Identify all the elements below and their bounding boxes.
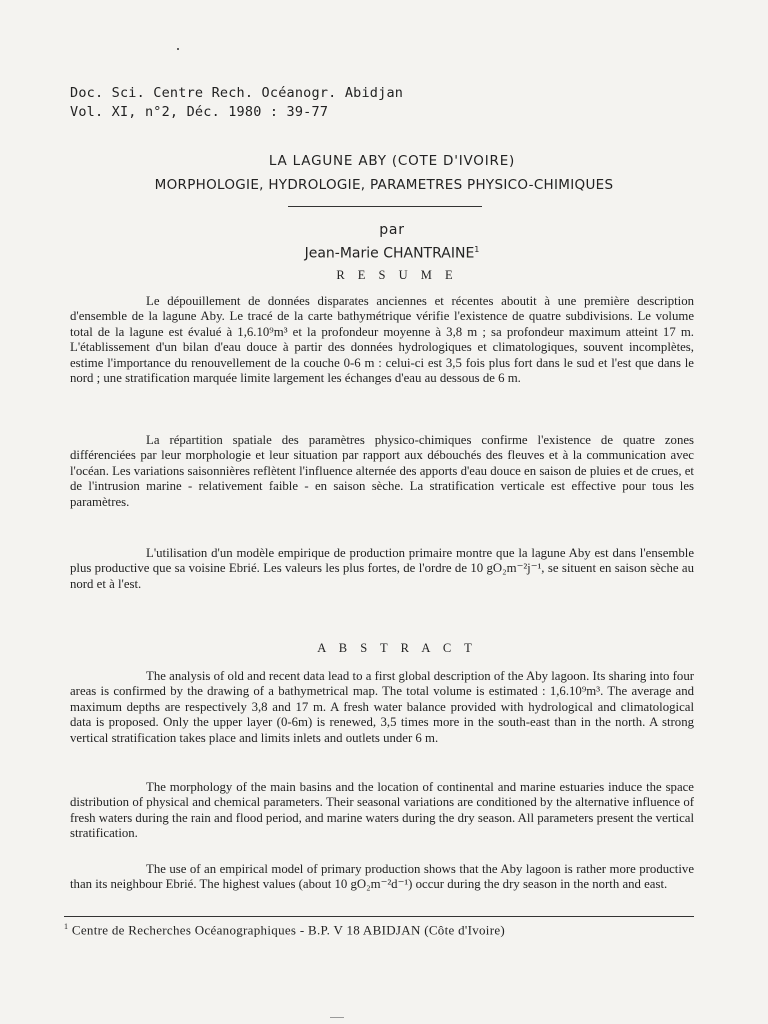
title-rule	[288, 206, 482, 207]
resume-paragraph-1-text: Le dépouillement de données disparates anciennes et récentes aboutit à une première description d'ensemble de la lagune Aby. Le tracé de la carte bathymétrique vérifie l'existence de quatre subdivisions. Le volume total de la lagune est évalué à 1,6.10⁹m³ et la profondeur moyenne à 3,8 m ; sa profondeur maximum atteint 17 m. L'établissement d'un bilan d'eau douce à partir des données hydrologiques et climatologiques, souvent incomplètes, estime l'importance du renouvellement de la couche 0-6 m : celui-ci est 3,5 fois plus fort dans le sud et l'est que dans le nord ; une stratification marquée limite largement les échanges d'eau au dessous de 6 m.	[70, 294, 694, 386]
citation-line-1: Doc. Sci. Centre Rech. Océanogr. Abidjan	[70, 85, 404, 101]
byline-par: par	[379, 222, 405, 238]
footnote	[64, 922, 505, 938]
resume-paragraph-1	[70, 294, 694, 386]
page-bottom-mark	[330, 1017, 344, 1018]
abstract-paragraph-1	[70, 669, 694, 746]
resume-heading: R E S U M E	[336, 268, 458, 282]
footnote-mark: 1	[64, 922, 69, 931]
author-name-text: Jean-Marie CHANTRAINE	[304, 245, 475, 262]
resume-paragraph-3-text: L'utilisation d'un modèle empirique de production primaire montre que la lagune Aby est dans l'ensemble plus productive que sa voisine Ebrié. Les valeurs les plus fortes, de l'ordre de 10 gO₂m⁻²j⁻¹, se situent en saison sèche au nord et à l'est.	[70, 546, 694, 591]
abstract-paragraph-3	[70, 862, 694, 893]
paper-title: LA LAGUNE ABY (COTE D'IVOIRE)	[268, 153, 516, 169]
footnote-rule	[64, 916, 694, 917]
abstract-paragraph-3-text: The use of an empirical model of primary production shows that the Aby lagoon is rather more productive than its neighbour Ebrié. The highest values (about 10 gO₂m⁻²d⁻¹) occur during the dry season in the north and east.	[70, 862, 694, 892]
abstract-paragraph-1-text: The analysis of old and recent data lead to a first global description of the Aby lagoon. Its sharing into four areas is confirmed by the drawing of a bathymetrical map. The total volume is estimated : 1,6.10⁹m³. The average and maximum depths are respectively 3,8 and 17 m. A fresh water balance provided with hydrological and climatological data is proposed. Only the upper layer (0-6m) is renewed, 3,5 times more in the south-east than in the north. A strong vertical stratification takes place and limits inlets and outlets under 6 m.	[70, 669, 694, 745]
abstract-heading: A B S T R A C T	[317, 641, 477, 655]
citation-block	[70, 84, 403, 122]
scan-speck	[177, 48, 179, 50]
author-name	[0, 245, 768, 262]
footnote-text: Centre de Recherches Océanographiques - B.P. V 18 ABIDJAN (Côte d'Ivoire)	[71, 922, 506, 938]
author-footnote-mark: 1	[474, 245, 480, 254]
abstract-paragraph-2-text: The morphology of the main basins and the location of continental and marine estuaries induce the space distribution of physical and chemical parameters. Their seasonal variations are conditioned by the alternative influence of fresh waters during the rain and flood period, and marine waters during the dry season. All parameters present the vertical stratification.	[70, 780, 694, 841]
resume-paragraph-2-text: La répartition spatiale des paramètres physico-chimiques confirme l'existence de quatre zones différenciées par leur morphologie et leur situation par rapport aux débouchés des fleuves et à la communication avec l'océan. Les variations saisonnières reflètent l'influence alternée des apports d'eau douce en saison de pluies et de crues, et de l'intrusion marine - relativement faible - en saison sèche. La stratification verticale est effective pour tous les paramètres.	[70, 433, 694, 509]
paper-subtitle: MORPHOLOGIE, HYDROLOGIE, PARAMETRES PHYSICO-CHIMIQUES	[154, 177, 614, 193]
resume-paragraph-2	[70, 433, 694, 510]
resume-paragraph-3	[70, 546, 694, 592]
citation-line-2: Vol. XI, n°2, Déc. 1980 : 39-77	[70, 104, 329, 120]
abstract-paragraph-2	[70, 780, 694, 842]
